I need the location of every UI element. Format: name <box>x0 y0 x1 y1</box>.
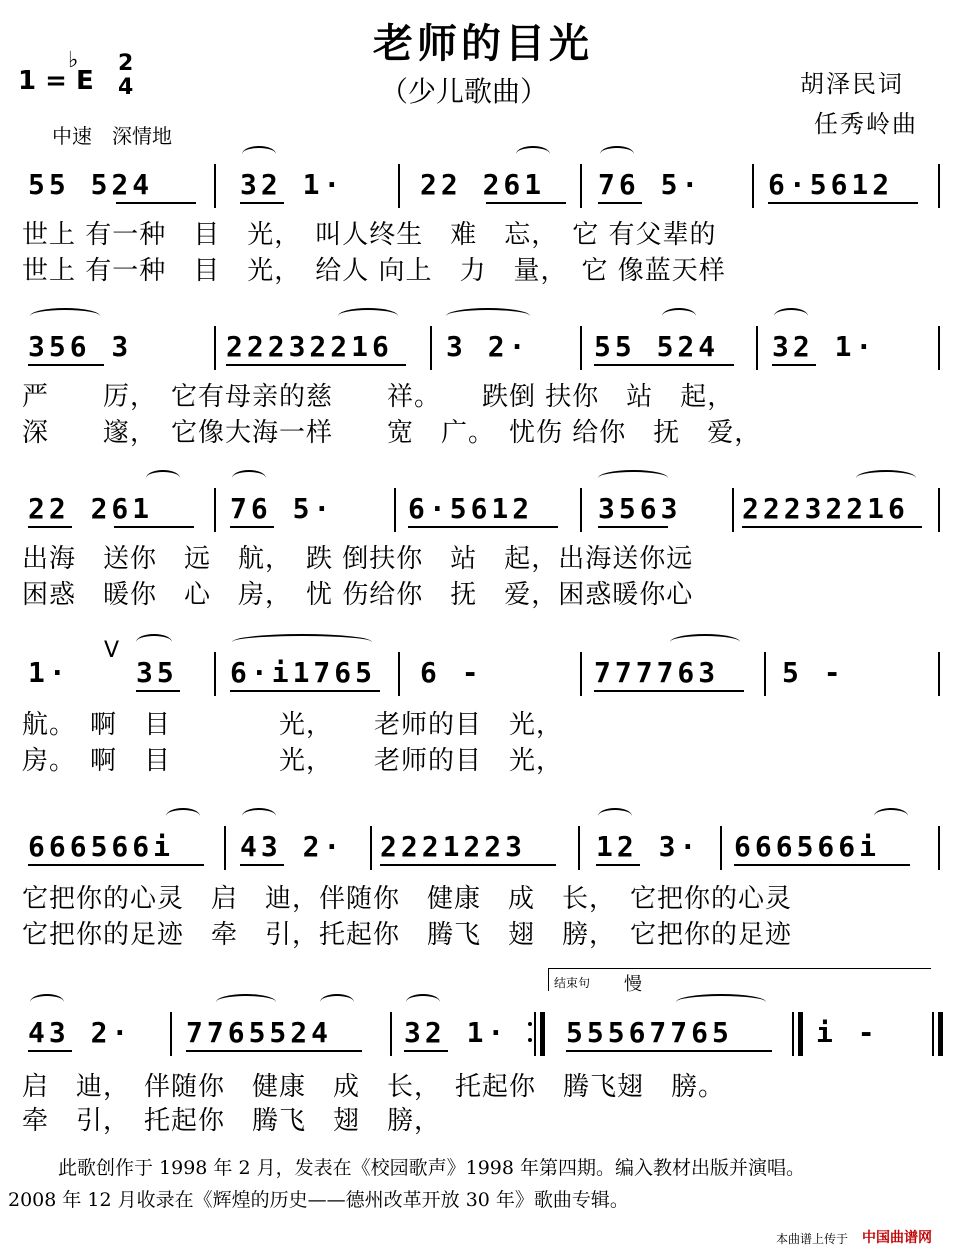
underline <box>742 526 922 528</box>
slur <box>216 994 276 1010</box>
measure-notes: 12 3· <box>596 830 701 863</box>
lyrics-verse-2: 房。 啊 目 光， 老师的目 光， <box>22 746 564 776</box>
barline <box>764 652 766 696</box>
ending-bracket <box>548 968 931 991</box>
slur <box>242 146 276 162</box>
flat-sign: ♭ <box>68 48 79 73</box>
barline <box>534 1012 536 1056</box>
measure-notes: 35 <box>136 656 178 689</box>
measure-notes: 2221223 <box>380 830 527 863</box>
underline <box>380 864 556 866</box>
barline <box>938 326 940 370</box>
slur <box>600 146 634 162</box>
measure-notes: 55567765 <box>566 1016 733 1049</box>
lyrics-verse-2: 牵 引， 托起你 腾飞 翅 膀， <box>22 1106 442 1136</box>
barline <box>214 164 216 208</box>
measure-notes: 5 - <box>782 656 845 689</box>
underline <box>594 364 734 366</box>
slur <box>676 994 766 1010</box>
final-barline <box>932 1012 934 1056</box>
barline <box>938 652 940 696</box>
underline <box>230 690 380 692</box>
measure-notes: 22 261 <box>28 492 154 525</box>
measure-notes: 3 2· <box>446 330 530 363</box>
barline <box>370 826 372 870</box>
barline <box>398 652 400 696</box>
measure-notes: 777763 <box>594 656 720 689</box>
barline <box>214 326 216 370</box>
repeat-barline <box>540 1012 545 1056</box>
underline <box>28 864 204 866</box>
slur <box>598 808 632 824</box>
site-logo[interactable]: 中国曲谱网 <box>862 1230 932 1246</box>
barline <box>580 488 582 532</box>
slur <box>30 994 64 1010</box>
underline <box>408 526 558 528</box>
slur <box>320 994 354 1010</box>
barline <box>580 652 582 696</box>
underline <box>28 364 104 366</box>
barline <box>938 488 940 532</box>
measure-notes: 6 - <box>420 656 483 689</box>
underline <box>28 526 72 528</box>
measure-notes: 43 2· <box>240 830 345 863</box>
barline <box>732 488 734 532</box>
measure-notes: 22 261 <box>420 168 546 201</box>
slur <box>598 470 668 486</box>
measure-notes: 43 2· <box>28 1016 133 1049</box>
measure-notes: 3563 <box>598 492 682 525</box>
barline <box>224 826 226 870</box>
barline <box>580 164 582 208</box>
slur <box>662 308 696 324</box>
meter-top: 2 <box>118 51 134 76</box>
barline <box>720 826 722 870</box>
measure-notes: 6·5612 <box>408 492 534 525</box>
breath-mark: V <box>104 638 120 663</box>
measure-notes: 76 5· <box>598 168 703 201</box>
underline <box>486 202 566 204</box>
barline <box>430 326 432 370</box>
slur <box>232 470 266 486</box>
lyrics-verse-1: 航。 啊 目 光， 老师的目 光， <box>22 710 564 740</box>
underline <box>136 690 180 692</box>
slur <box>166 808 200 824</box>
slur <box>232 634 372 650</box>
slur <box>30 308 100 324</box>
barline <box>170 1012 172 1056</box>
barline <box>214 488 216 532</box>
barline <box>214 652 216 696</box>
song-subtitle: （少儿歌曲） <box>380 75 549 108</box>
underline <box>596 864 640 866</box>
measure-notes: 22232216 <box>226 330 393 363</box>
lyrics-verse-2: 困惑 暖你 心 房， 忧 伤给你 抚 爱，困惑暖你心 <box>22 580 694 610</box>
underline <box>566 1050 772 1052</box>
measure-notes: 55 524 <box>28 168 154 201</box>
underline <box>598 526 668 528</box>
barline <box>756 326 758 370</box>
measure-notes: 356 3 <box>28 330 133 363</box>
repeat-dot <box>528 1022 532 1026</box>
tempo-slow: 慢 <box>624 974 642 995</box>
measure-notes: 32 1· <box>404 1016 509 1049</box>
ending-label: 结束句 <box>554 976 591 990</box>
time-signature <box>118 52 133 100</box>
measure-notes: 32 1· <box>240 168 345 201</box>
slur <box>242 808 276 824</box>
barline <box>938 826 940 870</box>
barline <box>394 488 396 532</box>
measure-notes: 1· <box>28 656 70 689</box>
barline <box>390 1012 392 1056</box>
barline <box>938 164 940 208</box>
measure-notes: 76 5· <box>230 492 335 525</box>
underline <box>598 202 642 204</box>
slur <box>136 634 172 650</box>
repeat-dot <box>528 1038 532 1042</box>
underline <box>734 864 910 866</box>
song-note-line-1: 此歌创作于 1998 年 2 月，发表在《校园歌声》1998 年第四期。编入教材出版并演唱。 <box>58 1157 805 1179</box>
barline <box>752 164 754 208</box>
measure-notes: 6·5612 <box>768 168 894 201</box>
measure-notes: 666566i <box>734 830 881 863</box>
measure-notes: i - <box>816 1016 879 1049</box>
song-title: 老师的目光 <box>373 20 593 67</box>
slur <box>774 308 808 324</box>
lyrics-verse-1: 启 迪， 伴随你 健康 成 长， 托起你 腾飞翅 膀。 <box>22 1072 726 1102</box>
underline <box>768 202 918 204</box>
slur <box>338 308 398 324</box>
final-barline <box>938 1012 943 1056</box>
composer: 任秀岭曲 <box>814 110 918 138</box>
lyrics-verse-1: 它把你的心灵 启 迪，伴随你 健康 成 长， 它把你的心灵 <box>22 884 793 914</box>
underline <box>594 690 744 692</box>
slur <box>856 470 916 486</box>
slur <box>670 634 740 650</box>
lyrics-verse-1: 出海 送你 远 航， 跌 倒扶你 站 起，出海送你远 <box>22 544 694 574</box>
underline <box>404 1050 448 1052</box>
underline <box>28 1050 72 1052</box>
lyricist: 胡泽民词 <box>800 70 904 98</box>
underline <box>240 864 284 866</box>
lyrics-verse-2: 世上 有一种 目 光， 给人 向上 力 量， 它 像蓝天样 <box>22 256 726 286</box>
underline <box>226 364 406 366</box>
measure-notes: 55 524 <box>594 330 720 363</box>
lyrics-verse-2: 深 邃， 它像大海一样 宽 广。 忧伤 给你 抚 爱， <box>22 418 762 448</box>
measure-notes: 7765524 <box>186 1016 333 1049</box>
measure-notes: 22232216 <box>742 492 909 525</box>
lyrics-verse-1: 严 厉， 它有母亲的慈 祥。 跌倒 扶你 站 起， <box>22 382 735 412</box>
key-signature: 1 = E <box>18 66 94 96</box>
underline <box>186 1050 362 1052</box>
slur <box>516 146 550 162</box>
upload-note: 本曲谱上传于 <box>776 1232 849 1246</box>
barline <box>580 326 582 370</box>
slur <box>146 470 180 486</box>
underline <box>116 202 196 204</box>
underline <box>230 526 274 528</box>
tempo-marking: 中速 深情地 <box>52 124 172 148</box>
slur <box>446 308 530 324</box>
song-note-line-2: 2008 年 12 月收录在《辉煌的历史——德州改革开放 30 年》歌曲专辑。 <box>8 1189 629 1211</box>
lyrics-verse-2: 它把你的足迹 牵 引，托起你 腾飞 翅 膀， 它把你的足迹 <box>22 920 793 950</box>
slur <box>406 994 440 1010</box>
underline <box>114 526 194 528</box>
lyrics-verse-1: 世上 有一种 目 光， 叫人终生 难 忘， 它 有父辈的 <box>22 220 717 250</box>
barline <box>398 164 400 208</box>
barline <box>578 826 580 870</box>
barline <box>792 1012 794 1056</box>
slur <box>874 808 908 824</box>
meter-bottom: 4 <box>118 75 134 100</box>
measure-notes: 32 1· <box>772 330 877 363</box>
measure-notes: 6·i1765 <box>230 656 377 689</box>
underline <box>240 202 284 204</box>
measure-notes: 666566i <box>28 830 175 863</box>
barline <box>798 1012 803 1056</box>
underline <box>772 364 816 366</box>
